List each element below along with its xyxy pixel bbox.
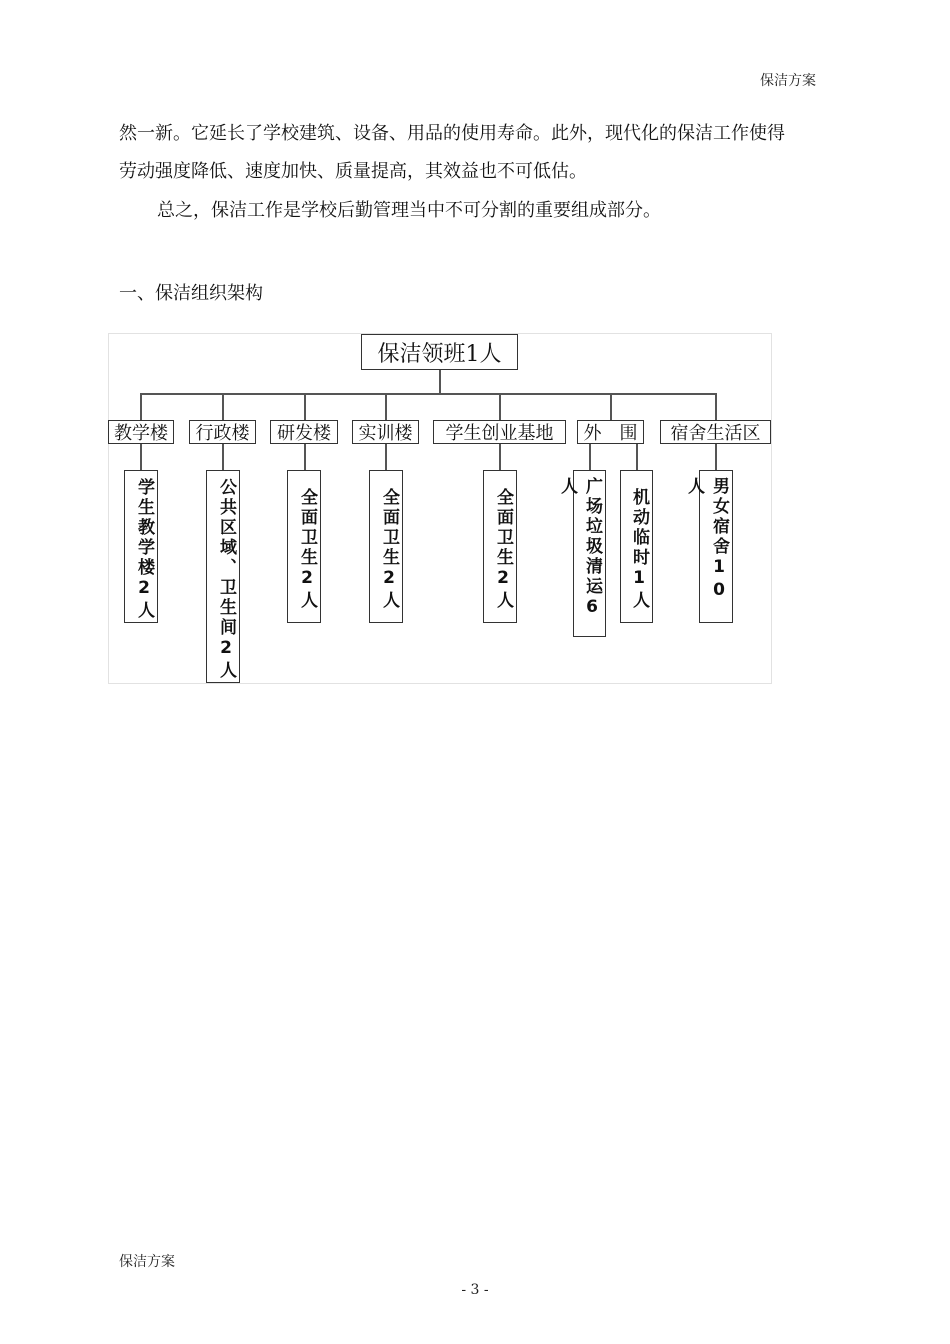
- page-header-title: 保洁方案: [760, 73, 816, 89]
- drop-line: [715, 393, 717, 420]
- staff-box: 男女宿舍10人: [699, 470, 733, 623]
- drop-line: [610, 393, 612, 420]
- horizontal-bus: [140, 393, 715, 395]
- dept-box: 学生创业基地: [433, 420, 566, 444]
- staff-box: 公共区域、卫生间2人: [206, 470, 240, 683]
- leaf-connector: [222, 444, 224, 470]
- staff-box: 学生教学楼2人: [124, 470, 158, 623]
- staff-box: 全面卫生2人: [483, 470, 517, 623]
- org-root-box: 保洁领班1人: [361, 334, 518, 370]
- leaf-connector: [499, 444, 501, 470]
- paragraph-1: 然一新。它延长了学校建筑、设备、用品的使用寿命。此外，现代化的保洁工作使得: [119, 123, 785, 144]
- drop-line: [222, 393, 224, 420]
- leaf-connector: [636, 444, 638, 470]
- leaf-connector: [715, 444, 717, 470]
- dept-box: 教学楼: [108, 420, 174, 444]
- leaf-connector: [140, 444, 142, 470]
- leaf-connector: [385, 444, 387, 470]
- staff-box: 机动临时1人: [620, 470, 653, 623]
- leaf-connector: [589, 444, 591, 470]
- drop-line: [140, 393, 142, 420]
- page-footer-title: 保洁方案: [119, 1254, 175, 1270]
- section-heading: 一、保洁组织架构: [119, 283, 263, 304]
- dept-box: 实训楼: [352, 420, 419, 444]
- drop-line: [499, 393, 501, 420]
- drop-line: [385, 393, 387, 420]
- drop-line: [304, 393, 306, 420]
- dept-box: 宿舍生活区: [660, 420, 771, 444]
- leaf-connector: [304, 444, 306, 470]
- staff-box: 全面卫生2人: [287, 470, 321, 623]
- dept-box: 研发楼: [270, 420, 338, 444]
- staff-box: 全面卫生2人: [369, 470, 403, 623]
- dept-box: 外 围: [577, 420, 644, 444]
- paragraph-3: 总之，保洁工作是学校后勤管理当中不可分割的重要组成部分。: [157, 200, 661, 221]
- page-number: - 3 -: [461, 1282, 489, 1298]
- dept-box: 行政楼: [189, 420, 256, 444]
- root-connector: [439, 369, 441, 394]
- paragraph-2: 劳动强度降低、速度加快、质量提高，其效益也不可低估。: [119, 161, 587, 182]
- staff-box: 广场垃圾清运6人: [573, 470, 606, 637]
